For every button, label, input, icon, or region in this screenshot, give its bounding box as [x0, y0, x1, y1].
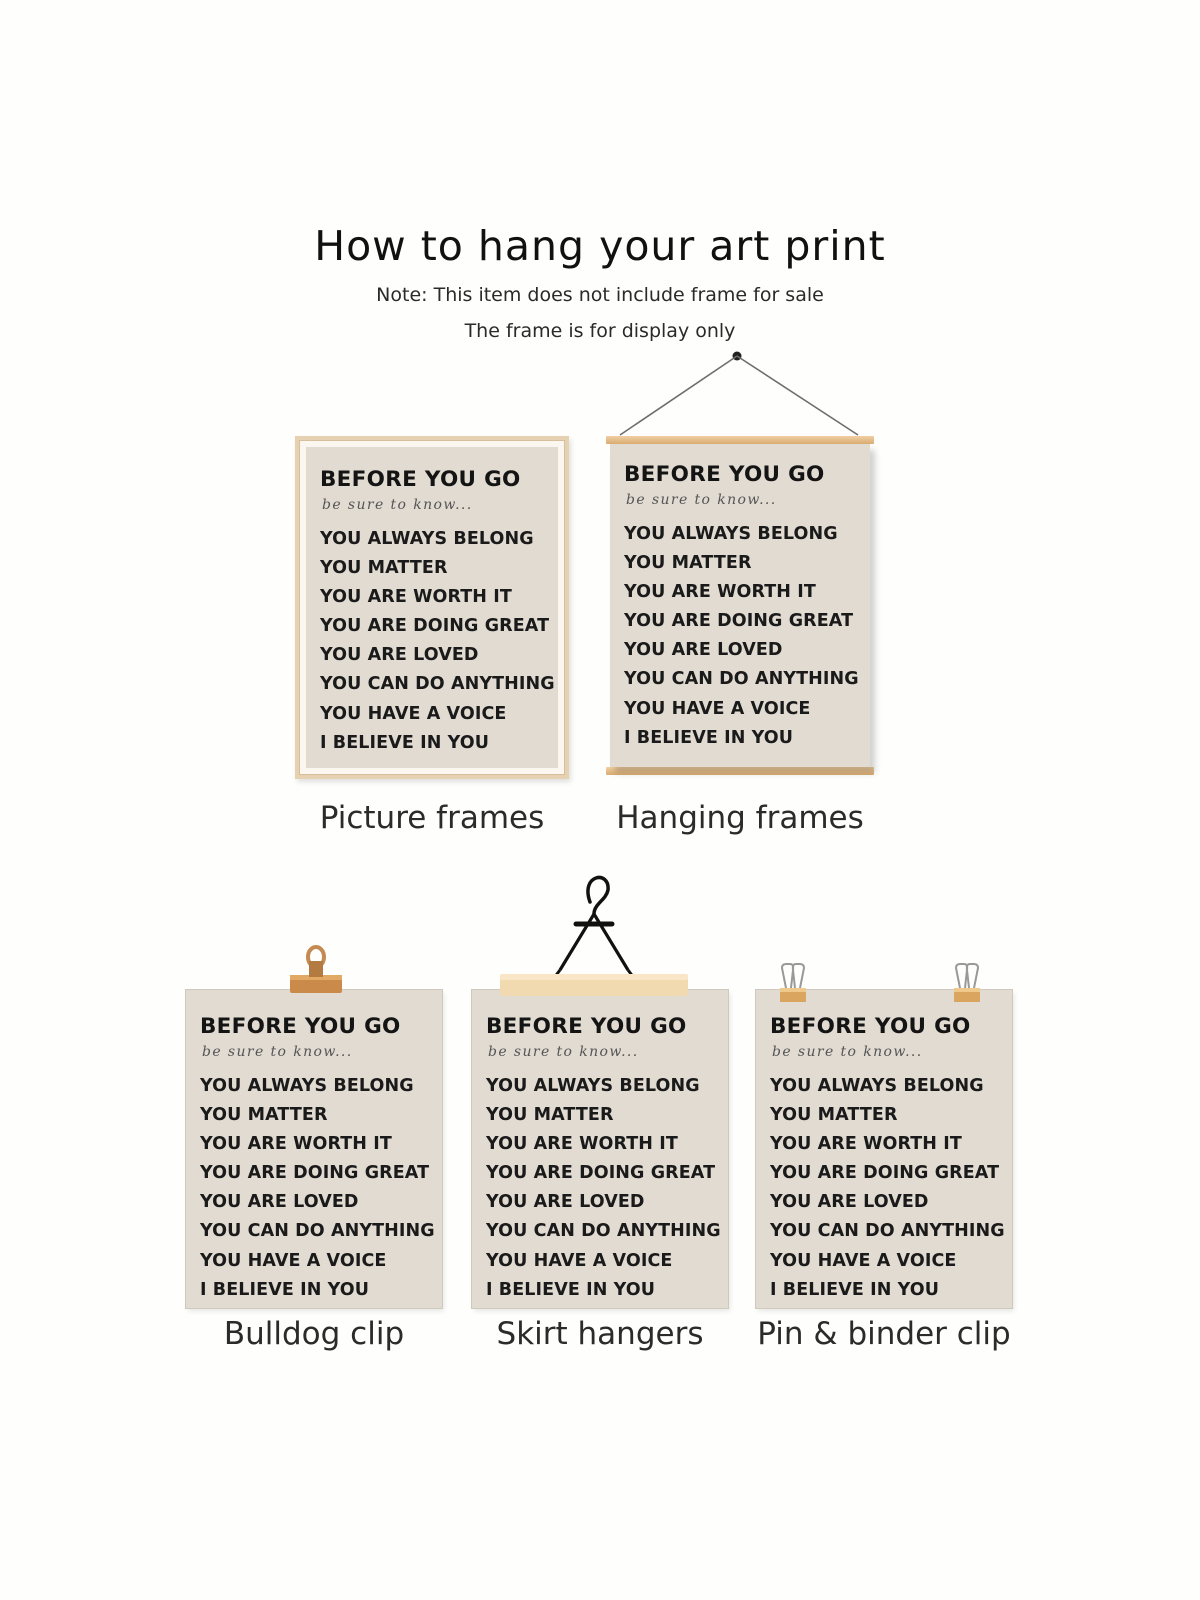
poster-line: YOU ARE WORTH IT — [200, 1133, 392, 1154]
poster-subtitle: be sure to know... — [488, 1043, 639, 1060]
poster-subtitle: be sure to know... — [626, 491, 777, 508]
poster-line: YOU ALWAYS BELONG — [486, 1075, 700, 1096]
poster-line: YOU MATTER — [624, 552, 752, 573]
poster-line: YOU ALWAYS BELONG — [770, 1075, 984, 1096]
poster-affirmations — [320, 525, 558, 759]
poster-line: I BELIEVE IN YOU — [486, 1279, 656, 1300]
poster-line: YOU ARE LOVED — [200, 1192, 359, 1213]
art-print-poster — [756, 990, 1012, 1308]
poster-line: YOU ARE DOING GREAT — [624, 611, 854, 632]
binder-clip-right-icon — [950, 962, 984, 1006]
poster-line: YOU ALWAYS BELONG — [320, 528, 534, 549]
poster-line: YOU MATTER — [486, 1104, 614, 1125]
poster-line: YOU ALWAYS BELONG — [624, 523, 838, 544]
poster-subtitle: be sure to know... — [202, 1043, 353, 1060]
poster-line: YOU ARE LOVED — [624, 640, 783, 661]
display-note: The frame is for display only — [464, 320, 736, 342]
poster-heading: BEFORE YOU GO — [200, 1014, 401, 1039]
art-print-poster — [306, 447, 558, 768]
poster-line: YOU CAN DO ANYTHING — [486, 1221, 721, 1242]
poster-heading: BEFORE YOU GO — [624, 462, 825, 487]
skirt-hanger-icon — [494, 872, 694, 1000]
skirt-hanger-example — [472, 990, 728, 1308]
hanging-frame-example — [606, 436, 874, 777]
poster-line: YOU CAN DO ANYTHING — [320, 674, 555, 695]
poster-line: YOU ARE WORTH IT — [770, 1133, 962, 1154]
pin-binder-clip-caption: Pin & binder clip — [757, 1316, 1011, 1352]
poster-line: YOU MATTER — [320, 557, 448, 578]
poster-line: YOU ARE WORTH IT — [486, 1133, 678, 1154]
poster-line: YOU HAVE A VOICE — [486, 1250, 673, 1271]
poster-line: YOU CAN DO ANYTHING — [624, 669, 859, 690]
poster-line: I BELIEVE IN YOU — [200, 1279, 370, 1300]
poster-line: YOU CAN DO ANYTHING — [770, 1221, 1005, 1242]
hanging-frames-caption: Hanging frames — [616, 800, 864, 836]
poster-line: YOU ARE LOVED — [320, 645, 479, 666]
skirt-hangers-caption: Skirt hangers — [496, 1316, 704, 1352]
hanging-cord-icon — [600, 345, 890, 440]
poster-line: YOU CAN DO ANYTHING — [200, 1221, 435, 1242]
poster-affirmations — [624, 520, 870, 754]
poster-line: YOU MATTER — [770, 1104, 898, 1125]
art-print-poster — [610, 444, 870, 767]
poster-heading: BEFORE YOU GO — [486, 1014, 687, 1039]
poster-line: YOU ALWAYS BELONG — [200, 1075, 414, 1096]
poster-line: I BELIEVE IN YOU — [320, 732, 490, 753]
poster-line: YOU ARE LOVED — [486, 1192, 645, 1213]
bottom-rail — [606, 767, 874, 775]
poster-line: YOU ARE DOING GREAT — [486, 1163, 716, 1184]
picture-frames-caption: Picture frames — [319, 800, 545, 836]
poster-affirmations — [770, 1072, 1012, 1306]
binder-clip-left-icon — [776, 962, 810, 1006]
top-rail — [606, 436, 874, 444]
art-print-poster — [186, 990, 442, 1308]
poster-affirmations — [200, 1072, 442, 1306]
poster-line: YOU HAVE A VOICE — [770, 1250, 957, 1271]
frame-note: Note: This item does not include frame for sale — [376, 284, 824, 306]
poster-line: YOU HAVE A VOICE — [200, 1250, 387, 1271]
poster-heading: BEFORE YOU GO — [320, 467, 521, 492]
poster-line: I BELIEVE IN YOU — [770, 1279, 940, 1300]
poster-line: YOU ARE DOING GREAT — [320, 616, 550, 637]
poster-line: YOU HAVE A VOICE — [624, 698, 811, 719]
pin-binder-clip-example — [756, 990, 1012, 1308]
poster-subtitle: be sure to know... — [772, 1043, 923, 1060]
picture-frame-example — [295, 436, 569, 779]
poster-affirmations — [486, 1072, 728, 1306]
poster-line: YOU ARE LOVED — [770, 1192, 929, 1213]
poster-line: YOU MATTER — [200, 1104, 328, 1125]
poster-line: YOU ARE WORTH IT — [320, 586, 512, 607]
poster-heading: BEFORE YOU GO — [770, 1014, 971, 1039]
page-title: How to hang your art print — [314, 222, 886, 270]
poster-line: I BELIEVE IN YOU — [624, 727, 794, 748]
bulldog-clip-example — [186, 990, 442, 1308]
poster-subtitle: be sure to know... — [322, 496, 473, 513]
art-print-poster — [472, 990, 728, 1308]
poster-line: YOU ARE DOING GREAT — [200, 1163, 430, 1184]
poster-line: YOU ARE DOING GREAT — [770, 1163, 1000, 1184]
bulldog-clip-icon — [286, 945, 346, 997]
poster-line: YOU HAVE A VOICE — [320, 703, 507, 724]
bulldog-clip-caption: Bulldog clip — [223, 1316, 405, 1352]
poster-line: YOU ARE WORTH IT — [624, 581, 816, 602]
